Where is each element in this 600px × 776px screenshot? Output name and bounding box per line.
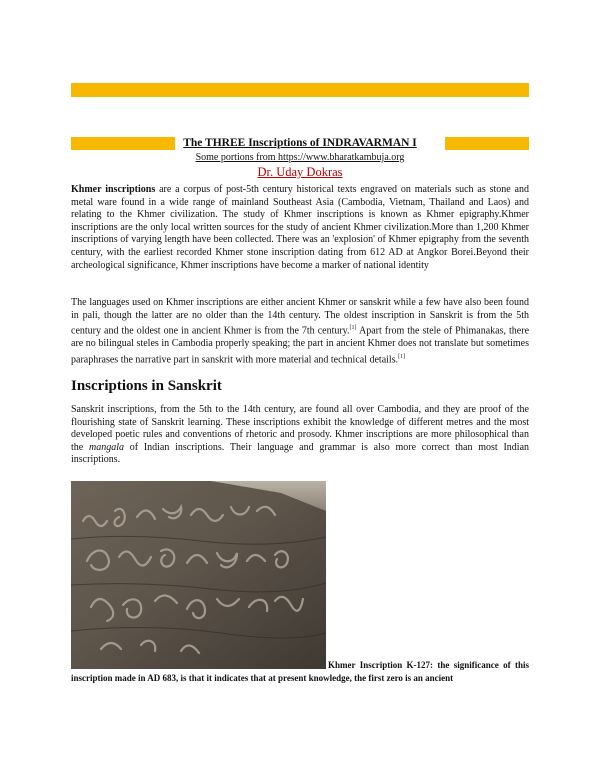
document-title: The THREE Inscriptions of INDRAVARMAN I <box>183 137 417 149</box>
section-heading: Inscriptions in Sanskrit <box>71 378 222 394</box>
figure-caption: Khmer Inscription K-127: the significance of this inscription made in AD 683, is that it indicates that at present knowledge, the first zero is an ancient <box>71 660 529 683</box>
intro-lead-term: Khmer inscriptions <box>71 184 156 195</box>
source-link[interactable]: Some portions from https://www.bharatkambuja.org <box>195 152 405 163</box>
header-color-bar <box>71 83 529 97</box>
languages-paragraph <box>71 297 529 367</box>
reference-link[interactable]: [1] <box>398 353 406 360</box>
intro-paragraph <box>71 184 529 272</box>
sanskrit-paragraph <box>71 404 529 467</box>
sanskrit-text-a: Sanskrit inscriptions, from the 5th to the 14th century, are found all over Cambodia, and they are proof of the flourishing state of Sanskrit learning. These inscriptions exhibit the knowledge of different metres and the most developed poetic rules and conventions of rhetoric and prosody. Khmer inscriptions are more philosophical than the <box>71 404 529 453</box>
languages-text-b: Apart from the stele of Phimanakas, there are no bilingual steles in Cambodia properly speaking; the part in ancient Khmer does not translate but sometimes paraphrases the narrative part in sanskrit with more material and technical details. <box>71 325 530 366</box>
title-row <box>71 137 529 150</box>
inscription-photo <box>71 481 326 669</box>
intro-text: are a corpus of post-5th century historical texts engraved on materials such as stone and metal ware found in a wide range of mainland Southeast Asia (Cambodia, Vietnam, Thailand and Laos) and relating to the Khmer civilization. The study of Khmer inscriptions is known as Khmer epigraphy.Khmer inscriptions are the only local written sources for the study of ancient Khmer civilization.More than 1,200 Khmer inscriptions of varying length have been collected. There was an 'explosion' of Khmer epigraphy from the seventh century, with the earliest recorded Khmer stone inscription dating from 612 AD at Angkor Borei.Beyond their archeological significance, Khmer inscriptions have become a marker of national identity <box>71 184 529 271</box>
author-name: Dr. Uday Dokras <box>257 165 343 179</box>
reference-link[interactable]: [1] <box>349 325 357 332</box>
sanskrit-text-b: of Indian inscriptions. Their language and grammar is also more correct than most Indian inscriptions. <box>71 441 530 466</box>
sanskrit-italic-term: mangala <box>88 441 124 453</box>
languages-text-a: The languages used on Khmer inscriptions are either ancient Khmer or sanskrit while a few have also been found in pali, though the latter are no older than the 14th century. The oldest inscription in Sanskrit is from the 5th century and the oldest one in ancient Khmer is from the 7th century. <box>71 297 529 337</box>
